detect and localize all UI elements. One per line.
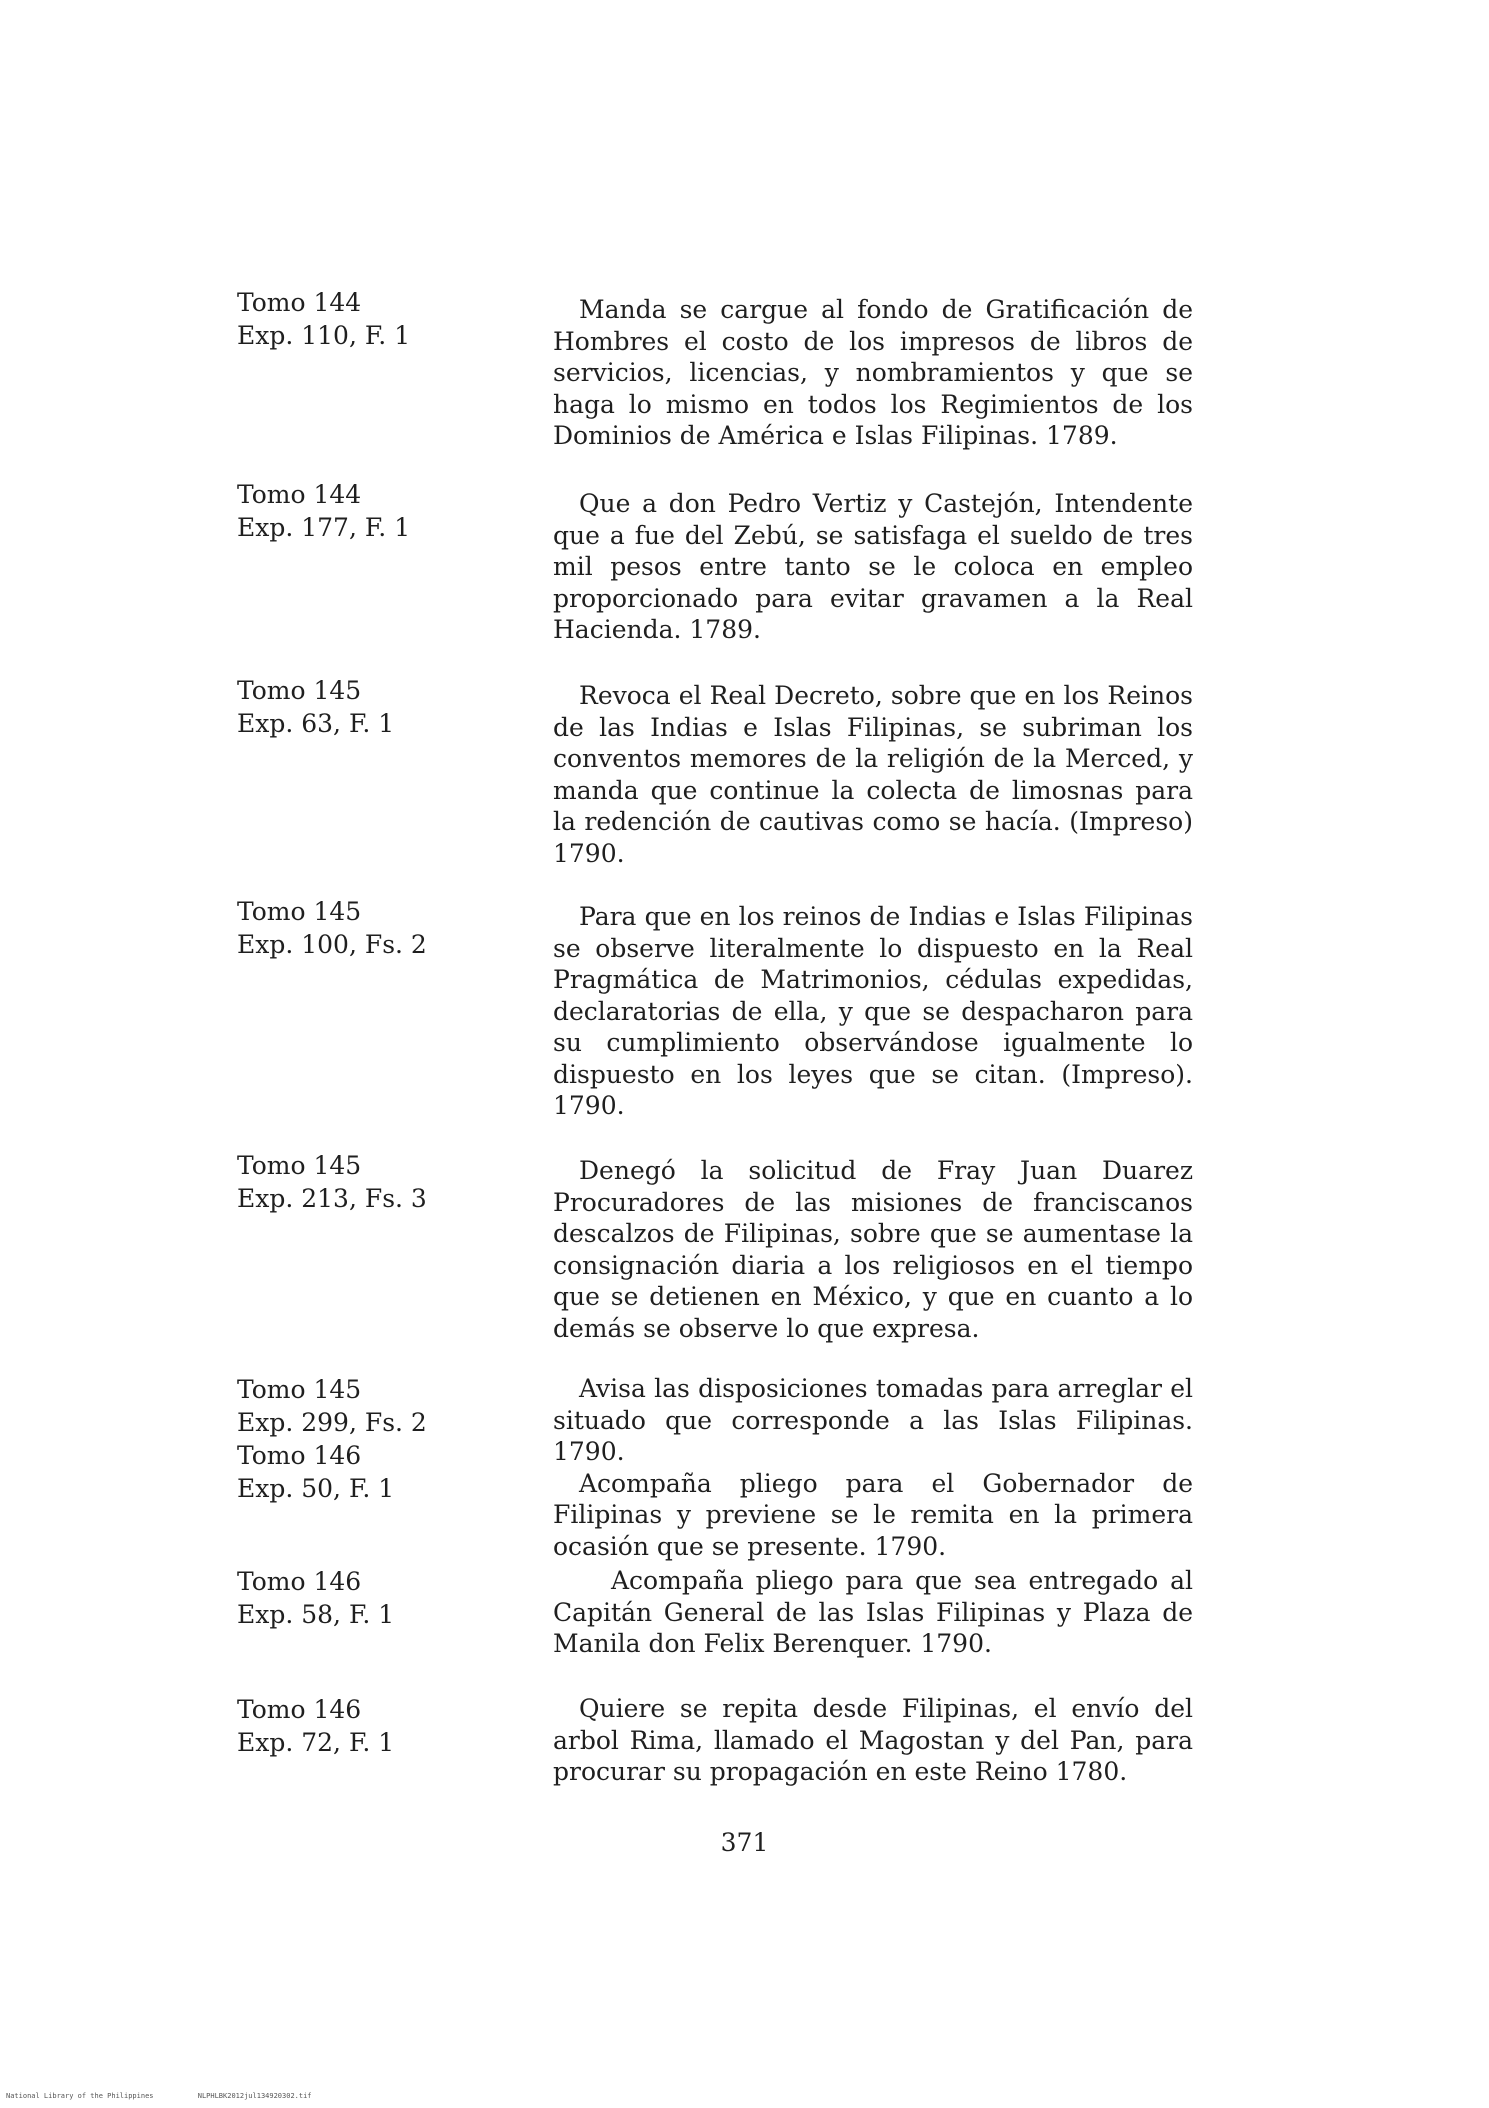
expediente-label: Exp. 177, F. 1 [237,513,411,542]
tomo-label: Tomo 145 [237,676,362,705]
expediente-label: Exp. 110, F. 1 [237,321,411,350]
entry-description [553,1373,1193,1562]
entry-description [553,1693,1193,1788]
description-paragraph: Para que en los reinos de Indias e Islas Filipinas se observe literalmente lo dispuesto en la Real Pragmática de Matrimonios, cédulas expedidas, declaratorias de ella, y que se despacharon para su cumplimiento observándose igualmente lo dispuesto en los leyes que se citan. (Impreso). 1790. [553,902,1193,1120]
tomo-label: Tomo 146 [237,1567,362,1596]
description-paragraph: Manda se cargue al fondo de Gratificación de Hombres el costo de los impresos de libros de servicios, licencias, y nombramientos y que se haga lo mismo en todos los Regimientos de los Dominios de América e Islas Filipinas. 1789. [553,295,1193,450]
entry-reference [237,1693,467,1759]
description-paragraph: Quiere se repita desde Filipinas, el envío del arbol Rima, llamado el Magostan y del Pan, para procurar su propagación en este Reino 1780. [553,1694,1193,1786]
page-number: 371 [720,1828,769,1857]
entry-reference [237,1149,467,1215]
description-paragraph: Revoca el Real Decreto, sobre que en los Reinos de las Indias e Islas Filipinas, se subriman los conventos memores de la religión de la Merced, y manda que continue la colecta de limosnas para la redención de cautivas como se hacía. (Impreso) 1790. [553,681,1193,868]
entry-reference [237,1373,467,1505]
entry-description [553,680,1193,869]
tomo-label: Tomo 145 [237,1375,362,1404]
description-paragraph: Avisa las disposiciones tomadas para arreglar el situado que corresponde a las Islas Filipinas. 1790. [553,1374,1193,1466]
expediente-label: Exp. 213, Fs. 3 [237,1184,427,1213]
expediente-label: Exp. 72, F. 1 [237,1728,395,1757]
entry-description [553,294,1193,452]
description-paragraph: Denegó la solicitud de Fray Juan Duarez Procuradores de las misiones de franciscanos descalzos de Filipinas, sobre que se aumentase la consignación diaria a los religiosos en el tiempo que se detienen en México, y que en cuanto a lo demás se observe lo que expresa. [553,1156,1193,1343]
description-paragraph: Acompaña pliego para el Gobernador de Filipinas y previene se le remita en la primera ocasión que se presente. 1790. [553,1468,1193,1561]
entry-description [553,488,1193,646]
library-credit: National Library of the Philippines [6,2092,154,2100]
file-name: NLPHLBK2012jul134920302.tif [197,2092,312,2100]
entry-reference [237,286,467,352]
entry-reference [237,895,467,961]
expediente-label: Exp. 58, F. 1 [237,1600,395,1629]
expediente-label: Exp. 50, F. 1 [237,1474,395,1503]
expediente-label: Exp. 100, Fs. 2 [237,930,427,959]
description-paragraph: Acompaña pliego para que sea entregado al Capitán General de las Islas Filipinas y Plaza de Manila don Felix Berenquer. 1790. [553,1566,1193,1658]
entry-description [553,901,1193,1122]
tomo-label: Tomo 145 [237,1151,362,1180]
tomo-label: Tomo 144 [237,288,362,317]
expediente-label: Exp. 63, F. 1 [237,709,395,738]
expediente-label: Exp. 299, Fs. 2 [237,1408,427,1437]
scan-footer [6,2092,352,2100]
tomo-label: Tomo 144 [237,480,362,509]
entry-description [553,1565,1193,1660]
tomo-label: Tomo 145 [237,897,362,926]
entry-reference [237,478,467,544]
entry-reference [237,1565,467,1631]
entry-description [553,1155,1193,1344]
entry-reference [237,674,467,740]
tomo-label: Tomo 146 [237,1695,362,1724]
description-paragraph: Que a don Pedro Vertiz y Castejón, Intendente que a fue del Zebú, se satisfaga el sueldo de tres mil pesos entre tanto se le coloca en empleo proporcionado para evitar gravamen a la Real Hacienda. 1789. [553,489,1193,644]
tomo-label: Tomo 146 [237,1441,362,1470]
